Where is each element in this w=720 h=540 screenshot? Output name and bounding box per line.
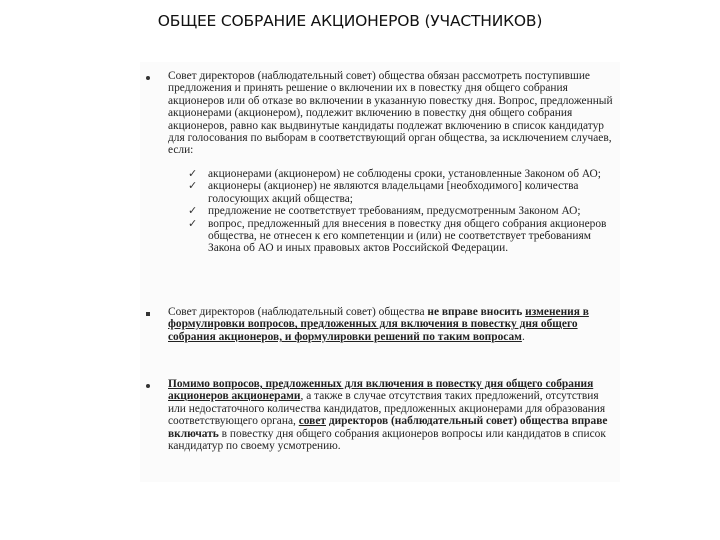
checkmark-icon: ✓ (188, 217, 198, 230)
condition-item (188, 205, 620, 217)
text-plain: , а также в случае отсутствия таких предложений, отсутствия или недостаточного количества кандидатов, предложенных акционерами для образования соответствующего органа, (168, 390, 606, 428)
bullet-text (168, 306, 616, 343)
bullet-text: Совет директоров (наблюдательный совет) общества обязан рассмотреть поступившие предложения и принять решение о включении их в повестку дня общего собрания акционеров или об отказе во включении в указанную повестку дня. Вопрос, предложенный акционерами (акционером), подлежит включению в повестку дня общего собрания акционеров, равно как выдвинутые кандидаты подлежат включению в список кандидатур для голосования по выборам в соответствующий орган общества, за исключением случаев, если: (168, 70, 613, 157)
text-bold-underline: изменения в формулировки вопросов, предложенных для включения в повестку дня общего собрания акционеров, и формулировки решений по таким вопросам (168, 306, 589, 343)
text-bold: не вправе вносить (427, 306, 523, 318)
scanned-document (140, 62, 620, 482)
condition-item (188, 180, 620, 205)
condition-text: предложение не соответствует требованиям, предусмотренным Законом АО; (208, 205, 581, 218)
bullet-icon (146, 76, 150, 80)
checkmark-icon: ✓ (188, 205, 198, 218)
checkmark-icon: ✓ (188, 168, 198, 180)
text-bold: директоров (наблюдательный совет) общества вправе включать (168, 415, 608, 440)
conditions-list (188, 168, 620, 255)
text-plain: Совет директоров (наблюдательный совет) общества (168, 306, 428, 318)
condition-text: акционерами (акционером) не соблюдены сроки, установленные Законом об АО; (208, 168, 601, 180)
text-end: . (521, 330, 525, 343)
checkmark-icon: ✓ (188, 180, 198, 193)
page-title: ОБЩЕЕ СОБРАНИЕ АКЦИОНЕРОВ (УЧАСТНИКОВ) (157, 12, 543, 30)
bullet-icon (146, 384, 150, 388)
text-bold-underline: Помимо вопросов, предложенных для включения в повестку дня общего собрания акционеров акционерами (168, 378, 594, 403)
condition-text: вопрос, предложенный для внесения в повестку дня общего собрания акционеров общества, не отнесен к его компетенции и (или) не соответствует требованиям Закона об АО и иных правовых актов Российской Федерации. (208, 217, 607, 255)
condition-item (188, 168, 620, 180)
bullet-text (168, 378, 616, 452)
condition-text: акционеры (акционер) не являются владельцами [необходимого] количества голосующих акций общества; (208, 180, 579, 205)
text-bold-underline: совет (298, 415, 326, 428)
condition-item (188, 218, 620, 255)
bullet-icon (146, 312, 150, 316)
text-plain: в повестку дня общего собрания акционеров вопросы или кандидатов в список кандидатур по своему усмотрению. (168, 427, 606, 453)
